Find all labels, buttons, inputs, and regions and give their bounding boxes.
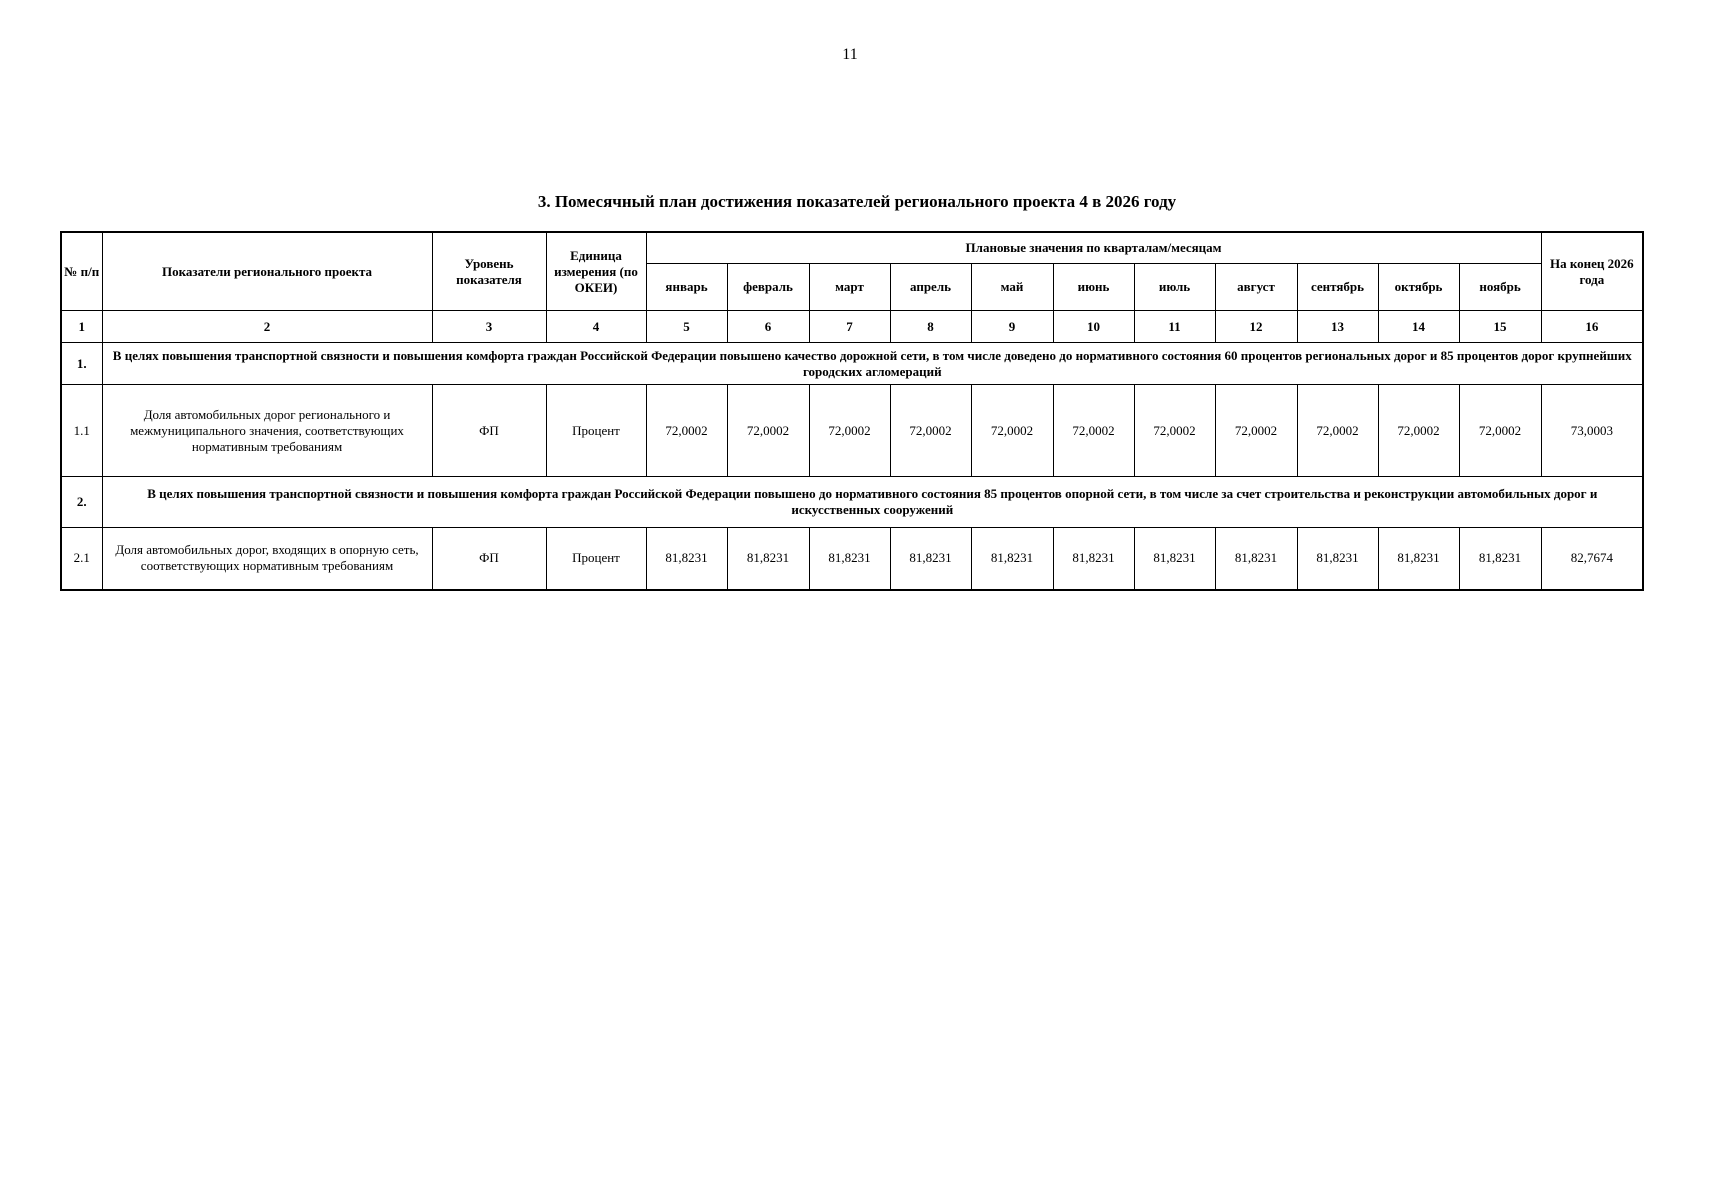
month-value: 81,8231 [890,528,971,590]
column-number: 15 [1459,311,1541,343]
column-number: 1 [61,311,102,343]
column-number: 4 [546,311,646,343]
header-num: № п/п [61,232,102,311]
year-end-value: 82,7674 [1541,528,1643,590]
month-value: 81,8231 [971,528,1053,590]
section-title: В целях повышения транспортной связности и повышения комфорта граждан Российской Федерации повышено до нормативного состояния 85 процентов опорной сети, в том числе за счет строительства и реконструкции автомобильных дорог и искусственных сооружений [102,477,1643,528]
section-title: В целях повышения транспортной связности и повышения комфорта граждан Российской Федерации повышено качество дорожной сети, в том числе доведено до нормативного состояния 60 процентов региональных дорог и 85 процентов дорог крупнейших городских агломераций [102,343,1643,385]
month-value: 72,0002 [1134,385,1215,477]
header-month: июнь [1053,264,1134,311]
header-year-end: На конец 2026 года [1541,232,1643,311]
month-value: 72,0002 [890,385,971,477]
column-number: 6 [727,311,809,343]
header-month: январь [646,264,727,311]
column-number: 7 [809,311,890,343]
section-number: 2. [61,477,102,528]
month-value: 72,0002 [727,385,809,477]
header-month: ноябрь [1459,264,1541,311]
column-number: 14 [1378,311,1459,343]
month-value: 72,0002 [971,385,1053,477]
indicator-name: Доля автомобильных дорог, входящих в опорную сеть, соответствующих нормативным требованиям [102,528,432,590]
column-number: 12 [1215,311,1297,343]
indicator-level: ФП [432,385,546,477]
month-value: 72,0002 [1215,385,1297,477]
header-month: октябрь [1378,264,1459,311]
header-month: сентябрь [1297,264,1378,311]
section-row [61,343,1643,385]
month-value: 72,0002 [1459,385,1541,477]
table-row [61,385,1643,477]
header-month: апрель [890,264,971,311]
document-title: 3. Помесячный план достижения показателей регионального проекта 4 в 2026 году [537,192,1177,211]
column-number: 8 [890,311,971,343]
plan-table [60,231,1644,591]
section-row [61,477,1643,528]
month-value: 81,8231 [1215,528,1297,590]
indicator-unit: Процент [546,528,646,590]
header-planned-values: Плановые значения по кварталам/месяцам [646,232,1541,264]
month-value: 72,0002 [1053,385,1134,477]
column-number: 5 [646,311,727,343]
month-value: 72,0002 [1378,385,1459,477]
column-number: 2 [102,311,432,343]
column-number: 11 [1134,311,1215,343]
column-number: 9 [971,311,1053,343]
header-level: Уровень показателя [432,232,546,311]
month-value: 72,0002 [646,385,727,477]
header-month: май [971,264,1053,311]
month-value: 81,8231 [646,528,727,590]
column-number: 13 [1297,311,1378,343]
year-end-value: 73,0003 [1541,385,1643,477]
page-number: 11 [842,46,858,63]
header-month: февраль [727,264,809,311]
header-month: июль [1134,264,1215,311]
month-value: 72,0002 [1297,385,1378,477]
column-number-row [61,311,1643,343]
month-value: 81,8231 [727,528,809,590]
indicator-name: Доля автомобильных дорог регионального и межмуниципального значения, соответствующих нормативным требованиям [102,385,432,477]
table-row [61,528,1643,590]
row-number: 1.1 [61,385,102,477]
row-number: 2.1 [61,528,102,590]
header-indicator: Показатели регионального проекта [102,232,432,311]
month-value: 81,8231 [1459,528,1541,590]
month-value: 81,8231 [1053,528,1134,590]
header-month: август [1215,264,1297,311]
month-value: 81,8231 [1378,528,1459,590]
month-value: 81,8231 [809,528,890,590]
header-unit: Единица измерения (по ОКЕИ) [546,232,646,311]
month-value: 72,0002 [809,385,890,477]
column-number: 10 [1053,311,1134,343]
month-value: 81,8231 [1134,528,1215,590]
section-number: 1. [61,343,102,385]
column-number: 16 [1541,311,1643,343]
month-value: 81,8231 [1297,528,1378,590]
indicator-level: ФП [432,528,546,590]
column-number: 3 [432,311,546,343]
header-month: март [809,264,890,311]
indicator-unit: Процент [546,385,646,477]
